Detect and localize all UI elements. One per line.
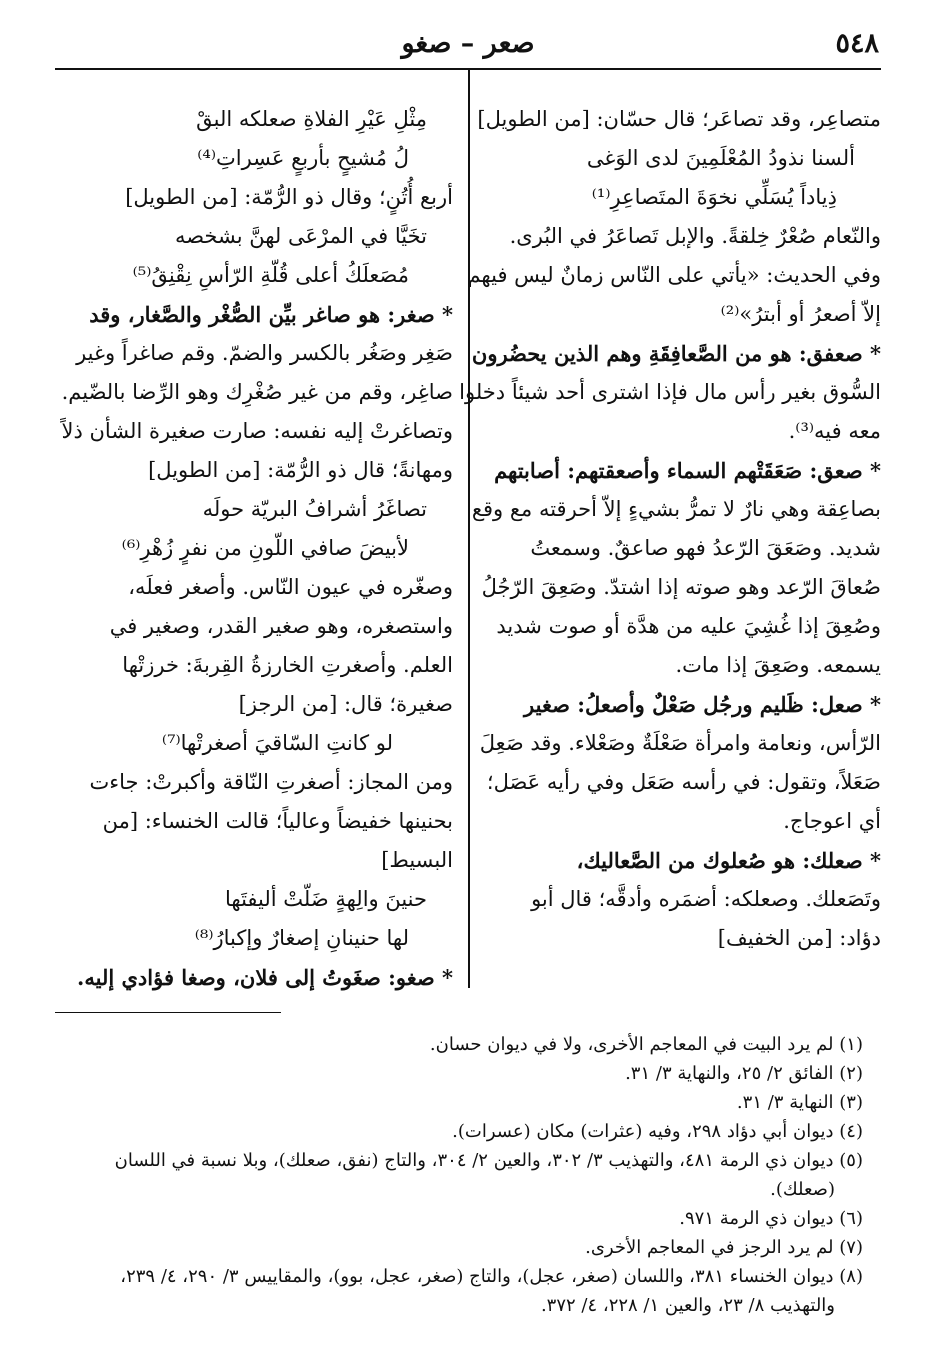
footnote: (٣) النهاية ٣/ ٣١. — [736, 1092, 863, 1113]
right-column-line: أي اعوجاج. — [783, 809, 881, 833]
right-column-line: معه فيه⁽³⁾. — [788, 419, 881, 443]
footnote: (٨) ديوان الخنساء ٣٨١، واللسان (صغر، عجل)، والتاج (صغر، عجل، بوو)، والمقاييس ٣/ ٢٩٠، ٤/ ٢٣٩، — [120, 1266, 863, 1287]
left-column-line: تخَيَّا في المرْعَى لهنَّ بشخصه — [174, 224, 427, 248]
right-column-line: يسمعه. وصَعِقَ إذا مات. — [675, 653, 881, 677]
left-column-line: بحنينها خفيضاً وعالياً؛ قالت الخنساء: [من — [102, 809, 453, 833]
right-column-line: متصاعِر، وقد تصاعَر؛ قال حسّان: [من الطويل] — [477, 107, 881, 131]
left-column-line: لأبيضَ صافي اللّونِ من نفرٍ زُهْرِ⁽⁶⁾ — [121, 536, 409, 560]
footnote: (٥) ديوان ذي الرمة ٤٨١، والتهذيب ٣/ ٣٠٢، والعين ٢/ ٣٠٤، والتاج (نفق، صعلك)، وبلا نسبة في اللسان — [114, 1150, 863, 1171]
footnote: (صعلك). — [770, 1179, 835, 1200]
right-column-line: ذِياداً يُسَلِّي نخوَةَ المتَصاعِرِ⁽¹⁾ — [591, 185, 837, 209]
footnote: (٦) ديوان ذي الرمة ٩٧١. — [679, 1208, 863, 1229]
left-column-line: مُصَعلَكُ أعلى قُلّةِ الرّأسِ نِقْنِقُ⁽⁵⁾ — [132, 263, 409, 287]
left-column-line: وتصاغرتْ إليه نفسه: صارت صغيرة الشأن ذلاً — [61, 419, 453, 443]
right-column-line: * صعل: ظَليم ورجُل صَعْلٌ وأصعلُ: صغير — [524, 692, 881, 717]
right-column-line: الرّأس، ونعامة وامرأة صَعْلَةٌ وصَعْلاء. وقد صَعِلَ — [479, 731, 881, 755]
page-number: ٥٤٨ — [835, 28, 879, 59]
footnotes — [51, 1030, 863, 1320]
left-column-line: واستصغره، وهو صغير القدر، وصغير في — [109, 614, 453, 638]
left-column-line: صاغِر، وقم من غير صُغْرِك وهو الرِّضا بالضّيم. — [61, 380, 453, 404]
left-column — [57, 100, 453, 997]
right-column-line: شديد. وصَعَقَ الرّعدُ فهو صاعقٌ. وسمعتُ — [530, 536, 881, 560]
footnote: (٧) لم يرد الرجز في المعاجم الأخرى. — [585, 1237, 863, 1258]
left-column-line: البسيط] — [381, 848, 453, 872]
left-column-line: مِثْلِ عَيْرِ الفلاةِ صعلكه البقْ — [196, 107, 427, 131]
right-column-line: * صعفق: هو من الصَّعافِقَةِ وهم الذين يحضُرون — [471, 341, 881, 366]
footnote: (٢) الفائق ٢/ ٢٥، والنهاية ٣/ ٣١. — [625, 1063, 863, 1084]
right-column-line: وصُعِقَ إذا غُشِيَ عليه من هدَّة أو صوت شديد — [496, 614, 881, 638]
right-column-line: ألسنا نذودُ المُعْلَمِينَ لدى الوَغى — [586, 146, 855, 170]
left-column-line: * صغو: صغَوتُ إلى فلان، وصغا فؤادي إليه. — [77, 965, 453, 990]
right-column-line: السُّوق بغير رأس مال فإذا اشترى أحد شيئاً دخلوا — [459, 380, 881, 404]
left-column-line: لُ مُشيحٍ بأربعٍ عَسِراتِ⁽⁴⁾ — [197, 146, 409, 170]
right-column-line: والنّعام صُعْرٌ خِلقةً. والإبل تَصاعَرُ في البُرى. — [509, 224, 881, 248]
left-column-line: أربع أُتُنٍ؛ وقال ذو الرُّمّة: [من الطويل] — [125, 185, 453, 209]
footnote-rule — [55, 1012, 281, 1013]
left-column-line: العلم. وأصغرتِ الخارزةُ القِربةَ: خرزتْها — [122, 653, 453, 677]
left-column-line: صَغِر وصَغُر بالكسر والضمّ. وقم صاغراً وغير — [76, 341, 453, 365]
right-column-line: وتَصَعلك. وصعلكه: أضمَره وأدقَّه؛ قال أبو — [531, 887, 881, 911]
right-column-line: بصاعِقة وهي نارٌ لا تمرُّ بشيءٍ إلاّ أحرقته مع وقع — [471, 497, 881, 521]
right-column-line: * صعلك: هو صُعلوك من الصَّعاليك، — [576, 848, 881, 873]
right-column-line: دؤاد: [من الخفيف] — [717, 926, 881, 950]
right-column — [459, 100, 881, 958]
left-column-line: حنينَ والِهةٍ ضَلّتْ أليفتَها — [225, 887, 427, 911]
left-column-line: ومهانةً؛ قال ذو الرُّمّة: [من الطويل] — [148, 458, 453, 482]
right-column-line: وفي الحديث: «يأتي على النّاس زمانٌ ليس فيهم — [467, 263, 881, 287]
left-column-line: لو كانتِ السّاقيَ أصغرتْها⁽⁷⁾ — [161, 731, 393, 755]
left-column-line: تصاغَرُ أشرافُ البريّة حولَه — [202, 497, 427, 521]
left-column-line: ومن المجاز: أصغرتِ النّاقة وأكبرتْ: جاءت — [89, 770, 453, 794]
right-column-line: إلاّ أصعرُ أو أبترُ»⁽²⁾ — [720, 302, 881, 326]
right-column-line: * صعق: صَعَقَتْهم السماء وأصعقتهم: أصابتهم — [494, 458, 881, 483]
right-column-line: صُعاقَ الرّعد وهو صوته إذا اشتدّ. وصَعِقَ الرّجُلُ — [481, 575, 881, 599]
left-column-line: وصغّره في عيون النّاس. وأصغر فعلَه، — [128, 575, 453, 599]
running-head: صعر – صغو — [401, 28, 535, 59]
page-header — [55, 22, 881, 70]
column-divider — [468, 70, 470, 988]
right-column-line: صَعَلاً، وتقول: في رأسه صَعَل وفي رأيه عَصَل؛ — [486, 770, 881, 794]
footnote: (١) لم يرد البيت في المعاجم الأخرى، ولا في ديوان حسان. — [429, 1034, 863, 1055]
left-column-line: * صغر: هو صاغر بيِّن الصُّغْر والصَّغار، وقد — [89, 302, 453, 327]
footnote: (٤) ديوان أبي دؤاد ٢٩٨، وفيه (عثرات) مكان (عسرات). — [452, 1121, 863, 1142]
left-column-line: صغيرة؛ قال: [من الرجز] — [238, 692, 453, 716]
footnote: والتهذيب ٨/ ٢٣، والعين ١/ ٢٢٨، ٤/ ٣٧٢. — [540, 1295, 835, 1316]
left-column-line: لها حنينانِ إصغارٌ وإكبارُ⁽⁸⁾ — [194, 926, 409, 950]
